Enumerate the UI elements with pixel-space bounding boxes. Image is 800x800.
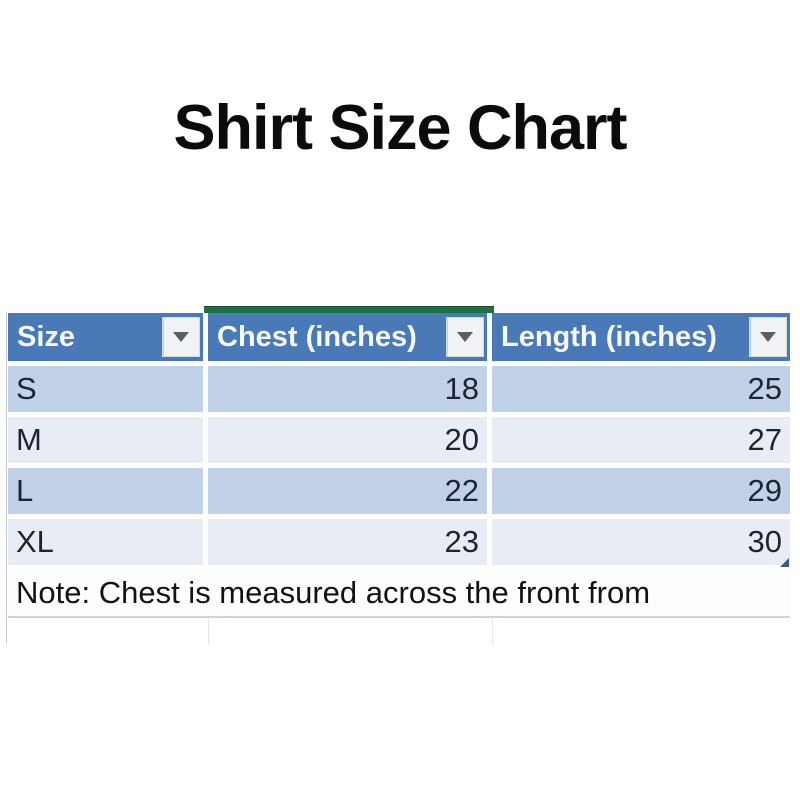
cell-length: 27 [492,417,790,463]
column-header-chest-label: Chest (inches) [217,320,417,353]
page-title: Shirt Size Chart [173,93,627,163]
cell-size: M [8,417,203,463]
size-filter-button[interactable] [162,317,200,357]
cell-size: XL [8,519,203,565]
chest-filter-button[interactable] [446,317,484,357]
cell-size: L [8,468,203,514]
table-row-l [8,468,790,514]
cell-chest: 23 [208,519,487,565]
table-row-m [8,417,790,463]
filter-dropdown-icon [173,332,189,342]
table-resize-handle[interactable] [780,558,789,567]
table-row-s [8,366,790,412]
cell-chest: 20 [208,417,487,463]
empty-cell [492,618,790,644]
cell-size: S [8,366,203,412]
column-header-length-label: Length (inches) [501,320,717,353]
column-header-chest [208,313,487,361]
length-filter-button[interactable] [749,317,787,357]
column-header-length [492,313,790,361]
filter-dropdown-icon [457,332,473,342]
table-header-row [8,313,790,361]
column-header-size-label: Size [17,320,76,353]
cell-chest: 22 [208,468,487,514]
cell-length: 25 [492,366,790,412]
cell-length: 29 [492,468,790,514]
table-row-xl [8,519,790,565]
empty-cell [8,618,203,644]
table-left-border [6,312,7,644]
column-header-size [8,313,203,361]
table-note: Note: Chest is measured across the front from [8,570,790,618]
column-selection-indicator [204,306,494,313]
empty-spreadsheet-row [8,618,790,644]
filter-dropdown-icon [760,332,776,342]
empty-cell [208,618,487,644]
size-chart-table [8,306,790,644]
cell-chest: 18 [208,366,487,412]
cell-length: 30 [492,519,790,565]
